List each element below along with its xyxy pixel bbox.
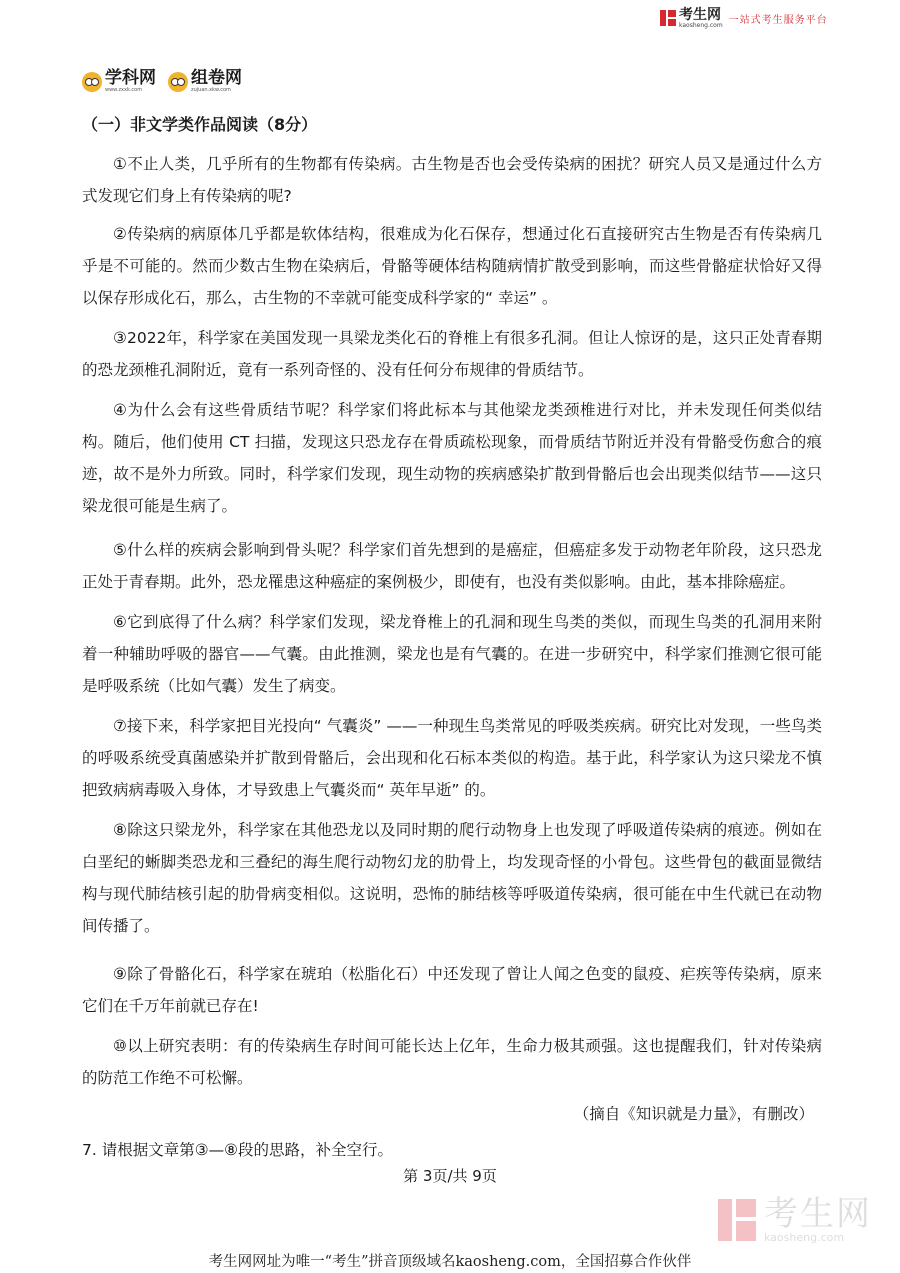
brand-text [679, 8, 723, 29]
paragraph-2: ②传染病的病原体几乎都是软体结构，很难成为化石保存，想通过化石直接研究古生物是否有传染病几乎是不可能的。然而少数古生物在染病后，骨骼等硬体结构随病情扩散受到影响，而这些骨骼症状恰好又得以保存形成化石，那么，古生物的不幸就可能变成科学家的“ 幸运” 。 [82, 225, 822, 307]
paragraph-1: ①不止人类，几乎所有的生物都有传染病。古生物是否也会受传染病的困扰？研究人员又是通过什么方式发现它们身上有传染病的呢? [82, 155, 822, 205]
section-title: （一）非文学类作品阅读（8分） [82, 115, 318, 134]
watermark-logo-icon [718, 1199, 756, 1241]
logo-zujuanwang [168, 70, 242, 93]
brand-domain: kaosheng.com [679, 21, 723, 29]
logo-name: 学科网 [105, 68, 156, 88]
top-brand [660, 6, 828, 30]
kaosheng-logo-icon [660, 10, 676, 26]
footer-notice: 考生网网址为唯一“考生”拼音顶级域名kaosheng.com，全国招募合作伙伴 [208, 1254, 692, 1270]
paragraph-9: ⑨除了骨骼化石，科学家在琥珀（松脂化石）中还发现了曾让人闻之色变的鼠疫、疟疾等传染病，原来它们在千万年前就已存在! [82, 965, 822, 1015]
paragraph-8: ⑧除这只梁龙外，科学家在其他恐龙以及同时期的爬行动物身上也发现了呼吸道传染病的痕迹。例如在白垩纪的蜥脚类恐龙和三叠纪的海生爬行动物幻龙的肋骨上，均发现奇怪的小骨包。这些骨包的截面显微结构与现代肺结核引起的肋骨病变相似。这说明，恐怖的肺结核等呼吸道传染病，很可能在中生代就已在动物间传播了。 [82, 821, 822, 935]
paragraph-5: ⑤什么样的疾病会影响到骨头呢？科学家们首先想到的是癌症，但癌症多发于动物老年阶段，这只恐龙正处于青春期。此外，恐龙罹患这种癌症的案例极少，即使有，也没有类似影响。由此，基本排除癌症。 [82, 541, 822, 591]
source-citation: （摘自《知识就是力量》，有删改） [573, 1105, 814, 1123]
page-number: 第 3页/共 9页 [403, 1167, 497, 1185]
logo-sub: zujuan.xkw.com [191, 87, 231, 93]
logo-sub: www.zxxk.com [105, 87, 143, 93]
paragraph-4: ④为什么会有这些骨质结节呢？科学家们将此标本与其他梁龙类颈椎进行对比，并未发现任何类似结构。随后，他们使用 CT 扫描，发现这只恐龙存在骨质疏松现象，而骨质结节附近并没有骨骼受伤愈合的痕迹，故不是外力所致。同时，科学家们发现，现生动物的疾病感染扩散到骨骼后也会出现类似结节——这只梁龙很可能是生病了。 [82, 401, 822, 515]
partner-logos [82, 70, 242, 93]
brand-name: 考生网 [679, 6, 721, 23]
paragraph-10: ⑩以上研究表明：有的传染病生存时间可能长达上亿年，生命力极其顽强。这也提醒我们，针对传染病的防范工作绝不可松懈。 [82, 1037, 822, 1087]
logo-xuekewang [82, 70, 156, 93]
owl-icon [168, 72, 188, 92]
paragraph-6: ⑥它到底得了什么病？科学家们发现，梁龙脊椎上的孔洞和现生鸟类的类似，而现生鸟类的孔洞用来附着一种辅助呼吸的器官——气囊。由此推测，梁龙也是有气囊的。在进一步研究中，科学家们推测它很可能是呼吸系统（比如气囊）发生了病变。 [82, 613, 822, 695]
watermark-name: 考生网 [764, 1194, 872, 1234]
brand-slogan: 一站式考生服务平台 [728, 14, 828, 26]
paragraph-7: ⑦接下来，科学家把目光投向“ 气囊炎” ——一种现生鸟类常见的呼吸类疾病。研究比对发现，一些鸟类的呼吸系统受真菌感染并扩散到骨骼后，会出现和化石标本类似的构造。基于此，科学家认为这只梁龙不慎把致病病毒吸入身体，才导致患上气囊炎而“ 英年早逝” 的。 [82, 717, 822, 799]
paragraph-3: ③2022年，科学家在美国发现一具梁龙类化石的脊椎上有很多孔洞。但让人惊讶的是，这只正处青春期的恐龙颈椎孔洞附近，竟有一系列奇怪的、没有任何分布规律的骨质结节。 [82, 329, 822, 379]
question-7: 7. 请根据文章第③—⑧段的思路，补全空行。 [82, 1141, 394, 1159]
watermark [718, 1196, 872, 1244]
owl-icon [82, 72, 102, 92]
watermark-domain: kaosheng.com [764, 1231, 845, 1244]
logo-name: 组卷网 [191, 68, 242, 88]
